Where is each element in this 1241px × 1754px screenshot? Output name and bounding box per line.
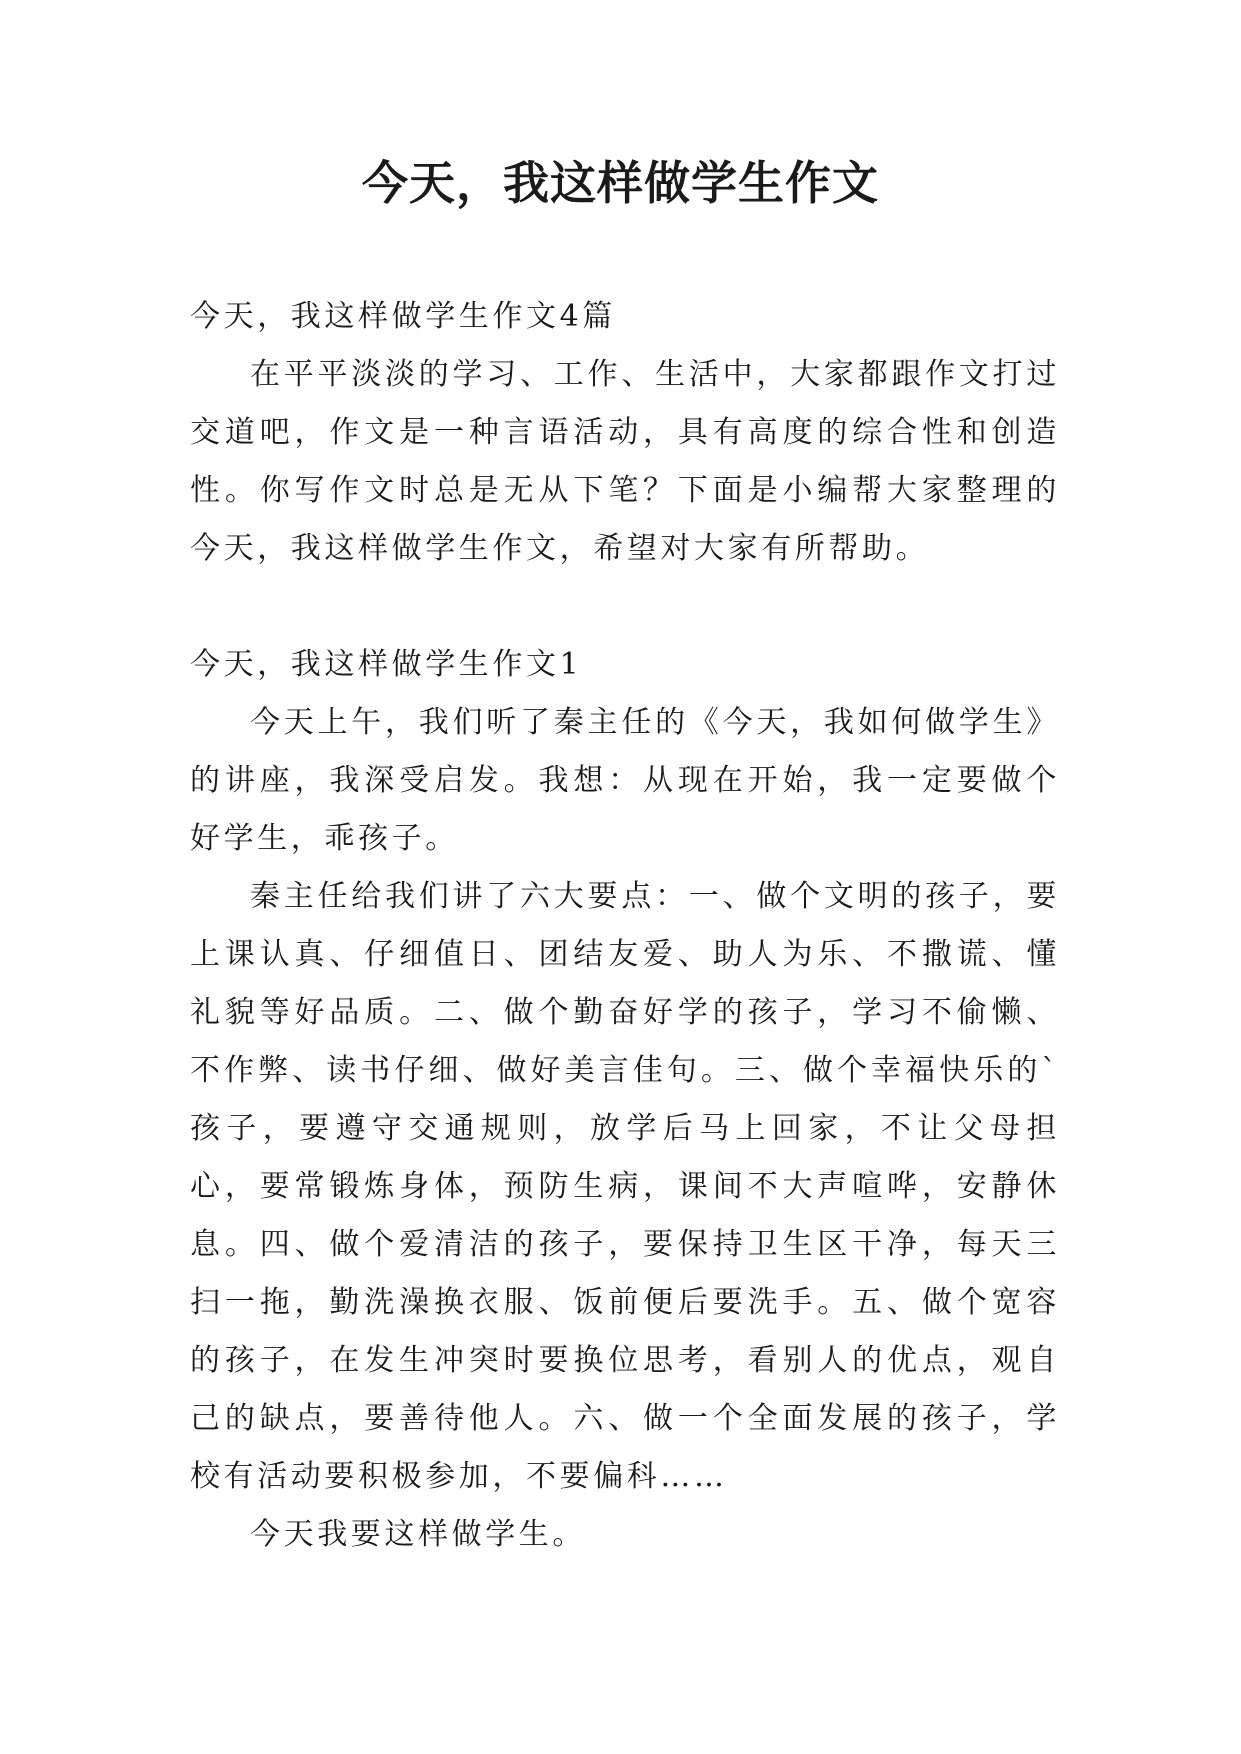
section1-paragraph-2: 秦主任给我们讲了六大要点：一、做个文明的孩子，要上课认真、仔细值日、团结友爱、助人为乐、不撒谎、懂礼貌等好品质。二、做个勤奋好学的孩子，学习不偷懒、不作弊、读书仔细、做好美言佳句。三、做个幸福快乐的`孩子，要遵守交通规则，放学后马上回家，不让父母担心，要常锻炼身体，预防生病，课间不大声喧哗，安静休息。四、做个爱清洁的孩子，要保持卫生区干净，每天三扫一拖，勤洗澡换衣服、饭前便后要洗手。五、做个宽容的孩子，在发生冲突时要换位思考，看别人的优点，观自己的缺点，要善待他人。六、做一个全面发展的孩子，学校有活动要积极参加，不要偏科…… [190, 879, 1060, 1494]
section1-heading: 今天，我这样做学生作文1 [190, 647, 583, 682]
intro-paragraph: 在平平淡淡的学习、工作、生活中，大家都跟作文打过交道吧，作文是一种言语活动，具有高度的综合性和创造性。你写作文时总是无从下笔？下面是小编帮大家整理的今天，我这样做学生作文，希望对大家有所帮助。 [190, 357, 1060, 566]
document-body [190, 288, 1060, 1564]
section-spacer [190, 578, 1060, 636]
intro-heading: 今天，我这样做学生作文4篇 [190, 299, 616, 334]
document-title: 今天，我这样做学生作文 [362, 156, 879, 210]
section1-paragraph-3: 今天我要这样做学生。 [250, 1517, 586, 1552]
section1-paragraph-1: 今天上午，我们听了秦主任的《今天，我如何做学生》的讲座，我深受启发。我想：从现在开始，我一定要做个好学生，乖孩子。 [190, 705, 1060, 856]
